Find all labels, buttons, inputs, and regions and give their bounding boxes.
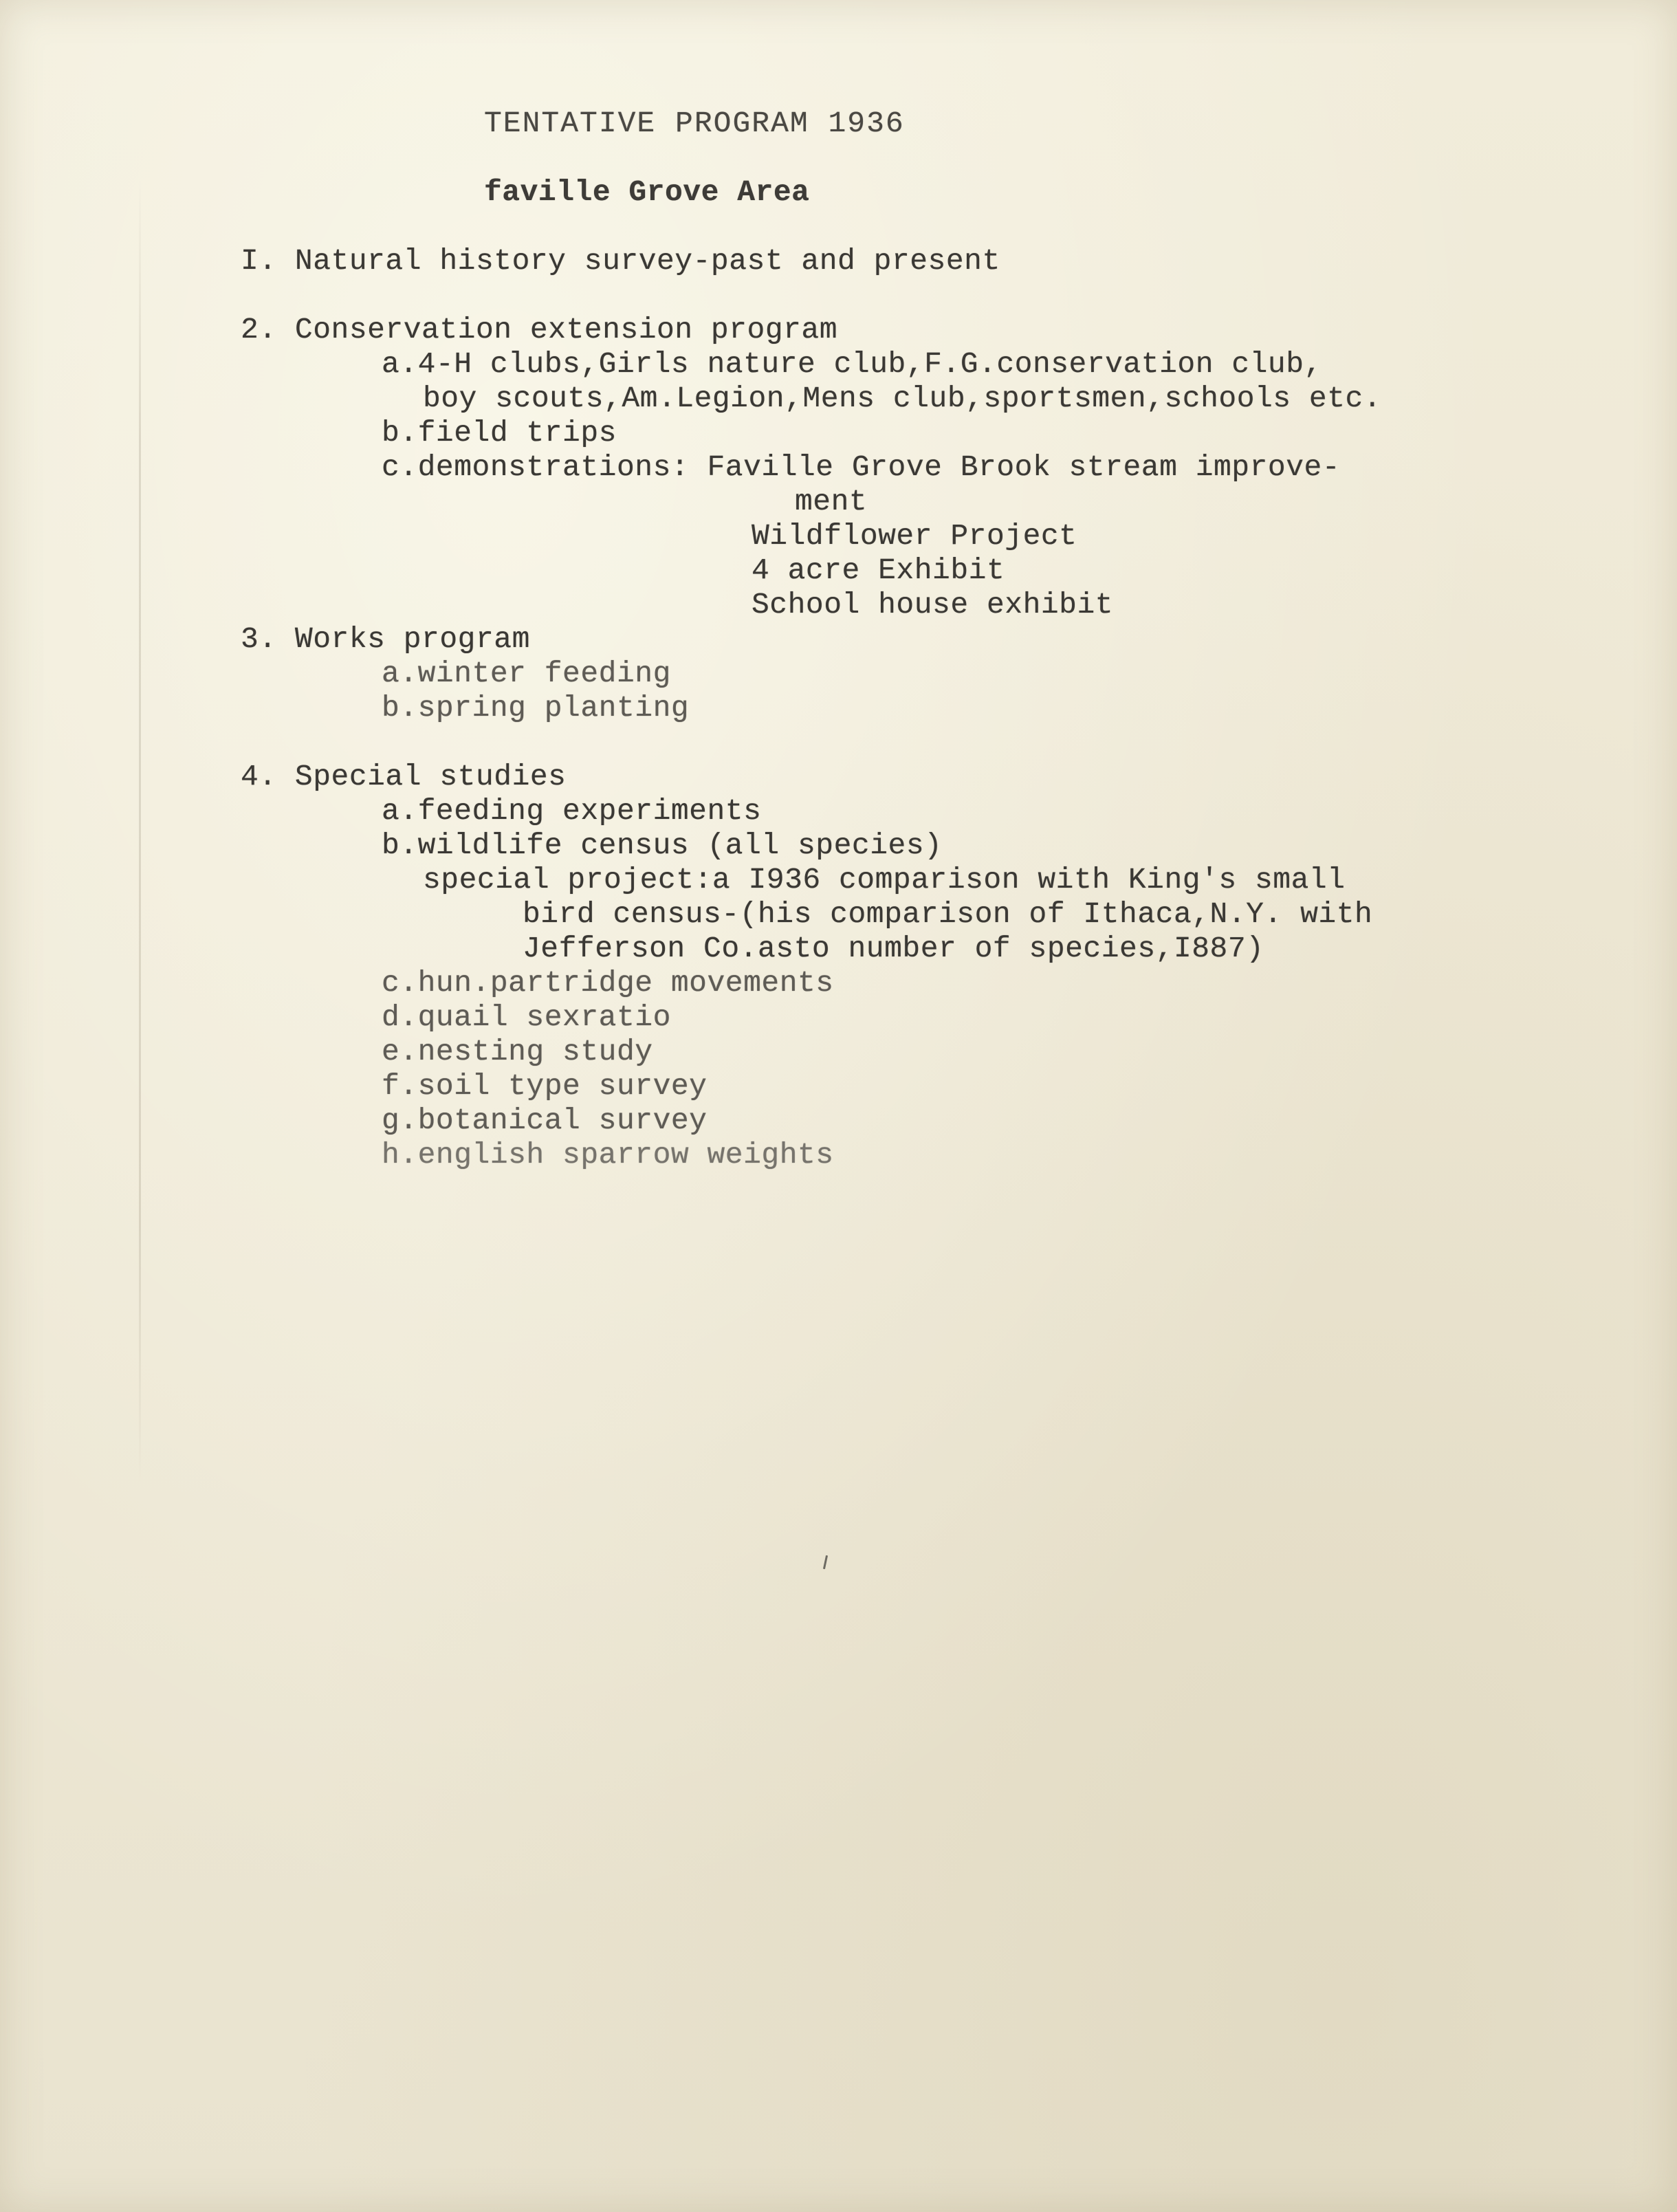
item-4c: c.hun.partridge movements bbox=[382, 966, 834, 1000]
item-4h: h.english sparrow weights bbox=[382, 1138, 834, 1172]
item-2: 2. Conservation extension program bbox=[241, 313, 838, 347]
item-3b: b.spring planting bbox=[382, 691, 690, 725]
item-2c: c.demonstrations: Faville Grove Brook stream improve- bbox=[382, 450, 1341, 484]
item-1: I. Natural history survey-past and present bbox=[241, 244, 1000, 278]
item-2a-continued: boy scouts,Am.Legion,Mens club,sportsmen,schools etc. bbox=[423, 382, 1382, 415]
item-2c-wildflower: Wildflower Project bbox=[752, 519, 1077, 553]
item-4b-special-project-end: Jefferson Co.asto number of species,I887) bbox=[523, 932, 1264, 965]
document-subtitle: faville Grove Area bbox=[484, 175, 810, 209]
item-3a: a.winter feeding bbox=[382, 657, 671, 690]
paper-fold-line bbox=[139, 179, 141, 1485]
item-4e: e.nesting study bbox=[382, 1035, 653, 1069]
item-2c-schoolhouse: School house exhibit bbox=[752, 588, 1114, 622]
stray-pencil-mark bbox=[823, 1555, 828, 1569]
item-4f: f.soil type survey bbox=[382, 1069, 708, 1103]
item-4: 4. Special studies bbox=[241, 760, 567, 793]
item-3: 3. Works program bbox=[241, 622, 530, 656]
item-4b-special-project: special project:a I936 comparison with King's small bbox=[423, 863, 1346, 897]
item-4b-special-project-continued: bird census-(his comparison of Ithaca,N.Y. with bbox=[523, 897, 1373, 931]
item-2b: b.field trips bbox=[382, 416, 617, 450]
item-4b: b.wildlife census (all species) bbox=[382, 829, 943, 862]
item-2a: a.4-H clubs,Girls nature club,F.G.conservation club, bbox=[382, 347, 1322, 381]
item-2c-continued: ment bbox=[795, 485, 868, 518]
document-title: TENTATIVE PROGRAM 1936 bbox=[484, 107, 905, 140]
item-2c-acre-exhibit: 4 acre Exhibit bbox=[752, 554, 1005, 587]
item-4d: d.quail sexratio bbox=[382, 1000, 671, 1034]
item-4a: a.feeding experiments bbox=[382, 794, 762, 828]
item-4g: g.botanical survey bbox=[382, 1104, 708, 1137]
